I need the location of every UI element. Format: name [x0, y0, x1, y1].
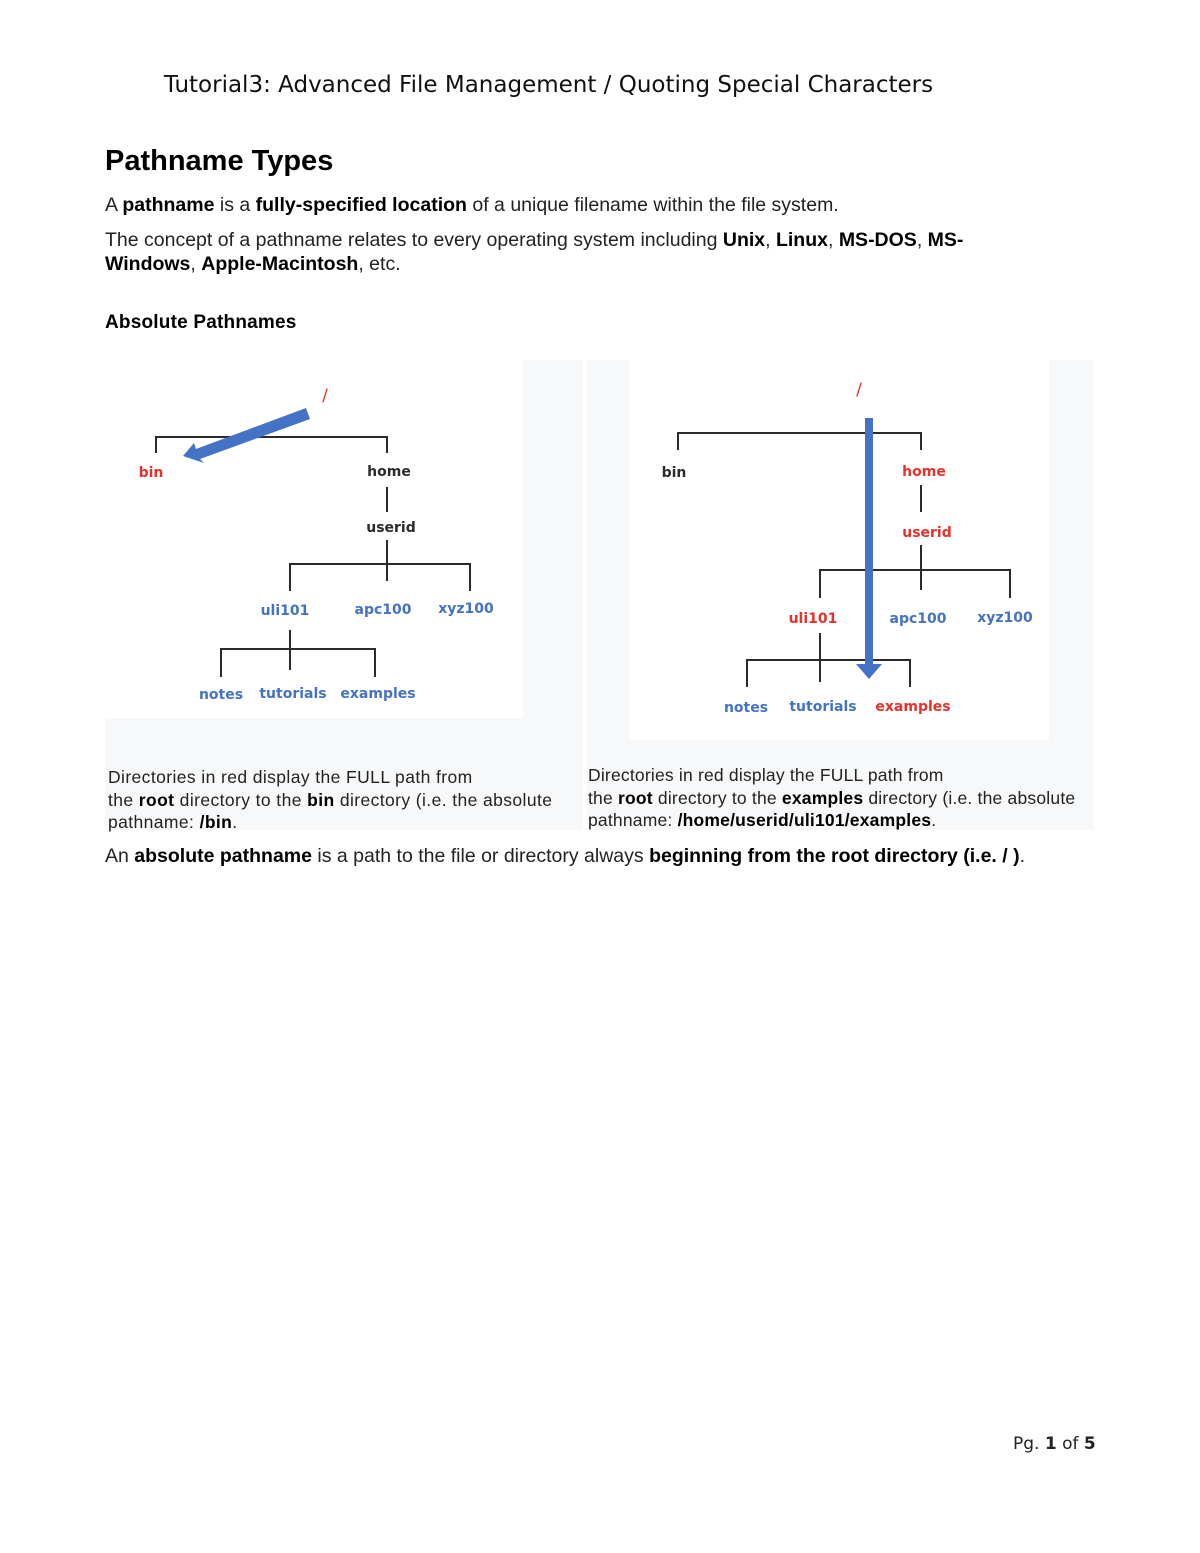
section-title: Pathname Types — [105, 145, 334, 177]
document-header-title: Tutorial3: Advanced File Management / Quoting Special Characters — [163, 72, 934, 98]
right-node-examples: examples — [875, 699, 951, 715]
left-diagram — [105, 360, 523, 718]
right-path-arrow-head — [856, 664, 882, 679]
page-number: Pg. 1 of 5 — [1013, 1434, 1096, 1454]
right-node-root: / — [856, 380, 862, 400]
intro-paragraph-1: A pathname is a fully-specified location of a unique filename within the file system. — [105, 194, 839, 216]
left-node-uli101: uli101 — [260, 603, 310, 619]
right-tree-svg — [630, 360, 1049, 740]
right-node-tutorials: tutorials — [789, 699, 857, 715]
left-node-bin: bin — [138, 465, 164, 481]
right-node-home: home — [902, 464, 946, 480]
left-node-tutorials: tutorials — [259, 686, 327, 702]
right-node-uli101: uli101 — [788, 611, 838, 627]
left-caption: Directories in red display the FULL path from the root directory to the bin directory (i.e. the absolute pathname: /bin. — [108, 767, 553, 832]
right-node-userid: userid — [902, 525, 952, 541]
left-node-home: home — [367, 464, 411, 480]
right-path-arrow-shaft — [865, 418, 873, 666]
right-diagram — [630, 360, 1049, 740]
right-caption: Directories in red display the FULL path from the root directory to the examples directory (i.e. the absolute pathname: /home/userid/uli101/examples. — [588, 765, 1076, 830]
left-path-arrow — [183, 408, 310, 463]
right-node-xyz100: xyz100 — [977, 610, 1033, 626]
left-node-notes: notes — [198, 687, 244, 703]
left-node-xyz100: xyz100 — [438, 601, 494, 617]
right-node-apc100: apc100 — [889, 611, 947, 627]
subsection-title: Absolute Pathnames — [105, 312, 297, 333]
left-tree-svg — [105, 360, 523, 718]
conclusion-paragraph: An absolute pathname is a path to the file or directory always beginning from the root directory (i.e. / ). — [105, 845, 1025, 867]
right-node-bin: bin — [661, 465, 687, 481]
left-node-userid: userid — [366, 520, 416, 536]
intro-paragraph-2: The concept of a pathname relates to every operating system including Unix, Linux, MS-DOS, MS-Windows, Apple-Macintosh, etc. — [105, 229, 964, 275]
left-node-root: / — [322, 386, 328, 406]
right-node-notes: notes — [723, 700, 769, 716]
left-node-examples: examples — [340, 686, 416, 702]
left-node-apc100: apc100 — [354, 602, 412, 618]
